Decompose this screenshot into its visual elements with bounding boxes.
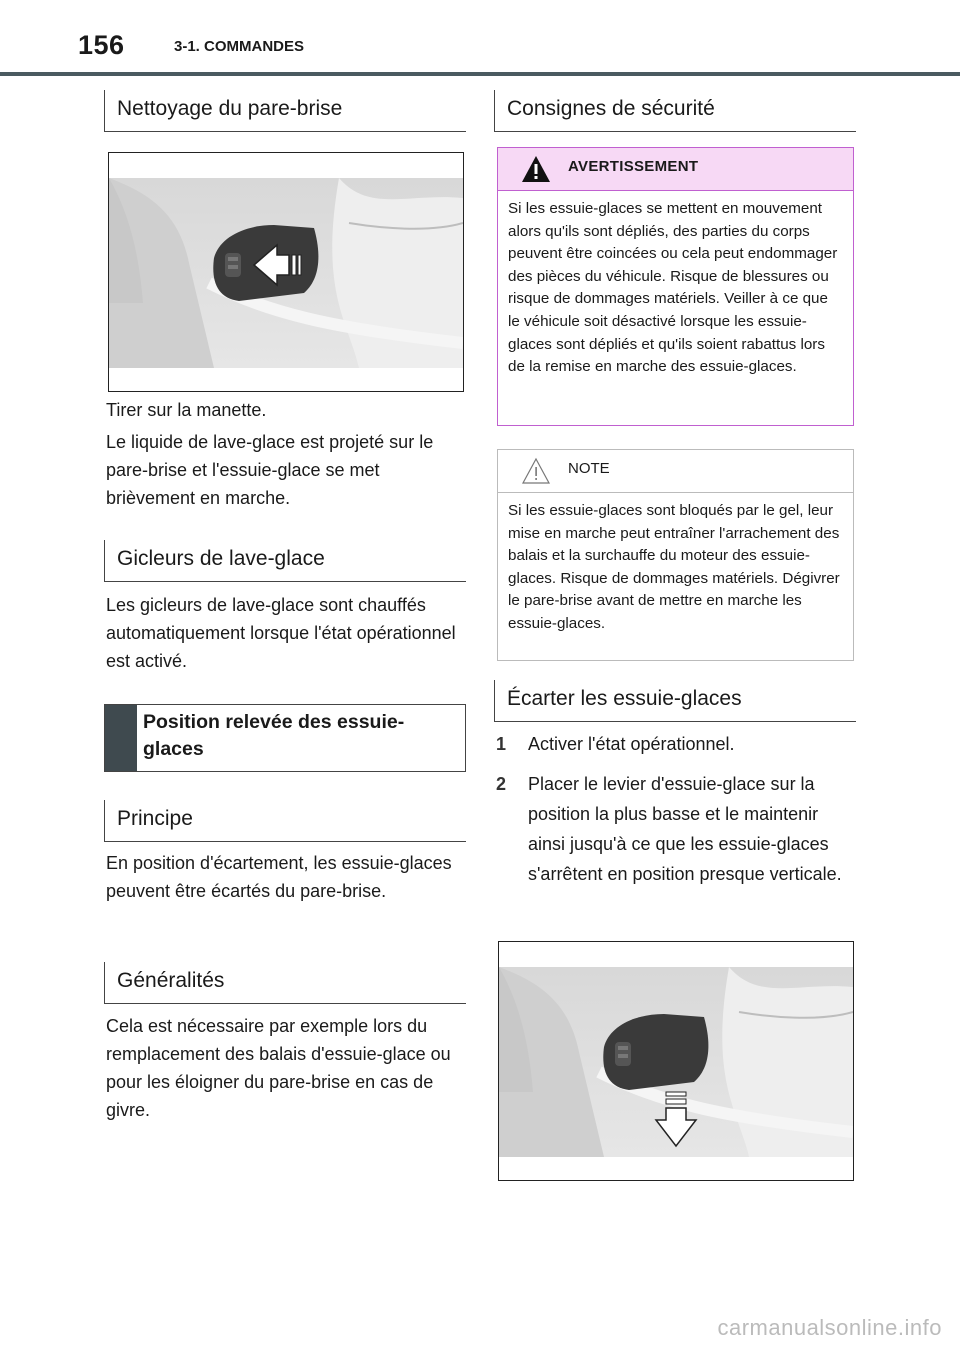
step-2 [496,769,858,919]
heading-general: Généralités [104,962,466,1004]
figure-pull-lever [108,152,464,392]
heading-principle: Principe [104,800,466,842]
step-text: Activer l'état opérationnel. [528,734,735,754]
step-1 [496,729,858,759]
heading-safety: Consignes de sécurité [494,90,856,132]
cleaning-text: Le liquide de lave-glace est projeté sur le pare-brise et l'essuie-glace se met brièvement en marche. [106,432,434,508]
general-text: Cela est nécessaire par exemple lors du remplacement des balais d'essuie-glace ou pour les éloigner du pare-brise en cas de givre. [106,1016,451,1120]
warning-title-bar [498,148,853,191]
note-title: NOTE [568,460,610,477]
nozzles-text: Les gicleurs de lave-glace sont chauffés automatiquement lorsque l'état opérationnel est activé. [106,595,456,671]
lever-illustration [109,153,463,391]
figure-push-lever-down [498,941,854,1181]
chapter-title: 3-1. COMMANDES [174,38,305,55]
heading-spread-wipers: Écarter les essuie-glaces [494,680,856,722]
heading-bar [105,705,137,771]
heading-nozzles: Gicleurs de lave-glace [104,540,466,582]
note-box [497,449,854,661]
warning-box [497,147,854,426]
note-body: Si les essuie-glaces sont bloqués par le gel, leur mise en marche peut entraîner l'arrachement des balais et la surchauffe du moteur des essuie-glaces. Risque de dommages matériels. Dégivrer le pare-brise avant de mettre en marche les essuie-glaces. [508,502,840,632]
warning-body: Si les essuie-glaces se mettent en mouvement alors qu'ils sont dépliés, des parties du corps peuvent être coincées ou cela peut endommager des pièces du véhicule. Risque de blessures ou risque de dommages matériels. Veiller à ce que le véhicule soit désactivé lorsque les essuie-glaces sont dépliés et qu'ils soient rabattus lors de la remise en marche des essuie-glaces. [508,200,838,376]
header-divider [0,72,960,76]
heading-cleaning: Nettoyage du pare-brise [104,90,466,132]
warning-title: AVERTISSEMENT [568,158,699,175]
caution-triangle-icon [520,456,552,486]
step-number: 2 [496,774,507,794]
page-number: 156 [78,30,125,60]
heading-raised-position: Position relevée des essuie-glaces [104,704,466,772]
step-text: Placer le levier d'essuie-glace sur la position la plus basse et le maintenir ainsi jusqu'à ce que les essuie-glaces s'arrêtent en position presque verticale. [528,774,842,884]
warning-triangle-icon [520,154,552,184]
pull-lever-text: Tirer sur la manette. [106,400,267,420]
step-number: 1 [496,734,507,754]
note-title-bar [498,450,853,493]
page-header [0,0,960,76]
lever-down-illustration [499,942,853,1180]
watermark: carmanualsonline.info [717,1315,942,1340]
principle-text: En position d'écartement, les essuie-glaces peuvent être écartés du pare-brise. [106,853,452,901]
